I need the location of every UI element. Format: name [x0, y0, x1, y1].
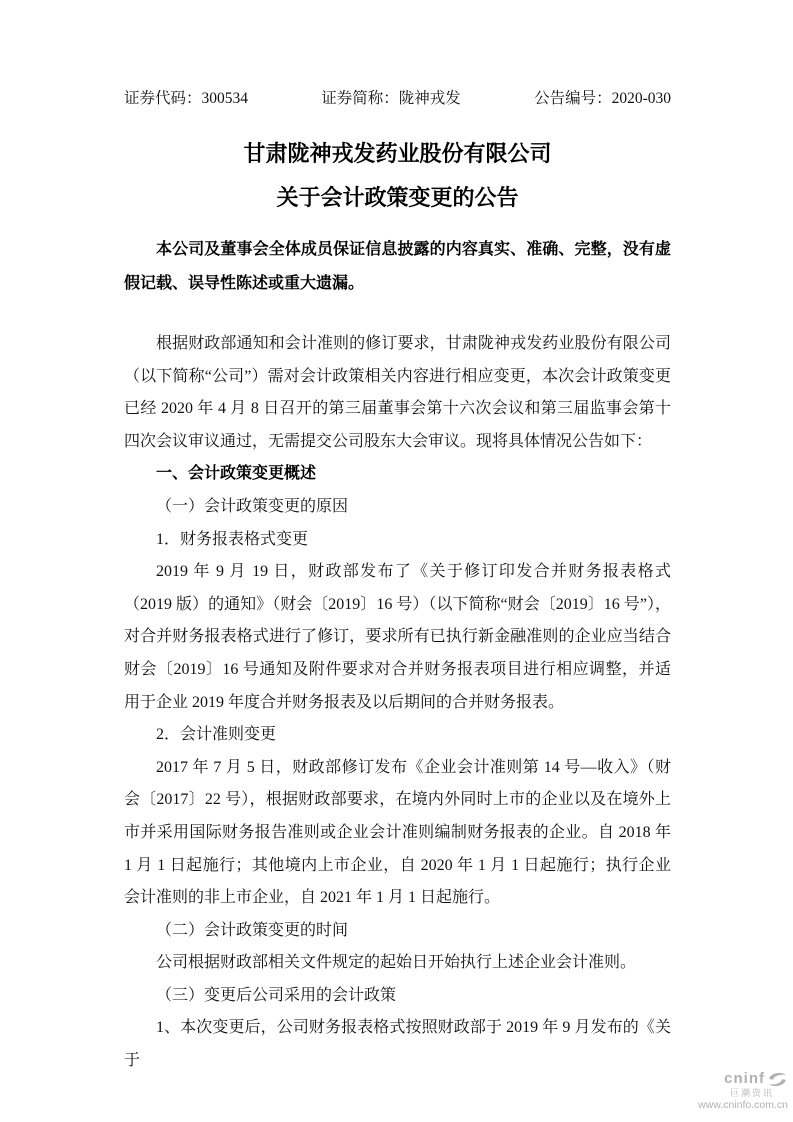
subsection-heading: （二）会计政策变更的时间: [156, 921, 349, 939]
body-text: [124, 328, 671, 1078]
cninfo-url: www.cninfo.com.cn: [698, 1099, 788, 1112]
document-content: [124, 86, 671, 1078]
cninfo-brand-text: cninf: [724, 1069, 765, 1087]
announcement-title: 关于会计政策变更的公告: [276, 185, 519, 210]
company-name-title: 甘肃陇神戎发药业股份有限公司: [243, 141, 552, 166]
stock-name: 证券简称：陇神戎发: [321, 90, 461, 107]
cninfo-watermark: [698, 1071, 788, 1112]
cninfo-logo-icon: [767, 1071, 788, 1088]
subsection-item: 1．财务报表格式变更: [156, 530, 309, 548]
document-header-row: [124, 86, 671, 108]
subsection-item: 2．会计准则变更: [156, 726, 277, 744]
stock-code: 证券代码：300534: [124, 90, 249, 107]
section-heading-1: 一、会计政策变更概述: [156, 465, 317, 483]
paragraph: 2017 年 7 月 5 日，财政部修订发布《企业会计准则第 14 号—收入》（财会〔2017〕22 号），根据财政部要求，在境内外同时上市的企业以及在境外上市并采用国际财务报告准则或企业会计准则编制财务报表的企业。自 2018 年 1 月 1 日起施行；其他境内上市企业，自 2020 年 1 月 1 日起施行；执行企业会计准则的非上市企业，自 2021 年 1 月 1 日起施行。: [124, 758, 671, 907]
paragraph: 公司根据财政部相关文件规定的起始日开始执行上述企业会计准则。: [156, 954, 637, 972]
paragraph: 1、本次变更后，公司财务报表格式按照财政部于 2019 年 9 月发布的《关于: [124, 1019, 671, 1070]
announcement-number: 公告编号：2020-030: [534, 90, 671, 107]
paragraph: 2019 年 9 月 19 日，财政部发布了《关于修订印发合并财务报表格式（2019 版）的通知》（财会〔2019〕16 号）（以下简称“财会〔2019〕16 号”），对合并财务报表格式进行了修订，要求所有已执行新金融准则的企业应当结合财会〔2019〕16 号通知及附件要求对合并财务报表项目进行相应调整，并适用于企业 2019 年度合并财务报表及以后期间的合并财务报表。: [124, 563, 671, 711]
disclaimer-statement: 本公司及董事会全体成员保证信息披露的内容真实、准确、完整，没有虚假记载、误导性陈述或重大遗漏。: [124, 241, 671, 292]
cninfo-brand-row: [724, 1071, 788, 1088]
paragraph: 根据财政部通知和会计准则的修订要求，甘肃陇神戎发药业股份有限公司（以下简称“公司”）需对会计政策相关内容进行相应变更，本次会计政策变更已经 2020 年 4 月 8 日召开的第三届董事会第十六次会议和第三届监事会第十四次会议审议通过，无需提交公司股东大会审议。现将具体情况公告如下：: [124, 335, 671, 450]
document-title: [124, 132, 671, 220]
cninfo-brand-chinese: 巨潮资讯: [729, 1087, 774, 1098]
subsection-heading: （三）变更后公司采用的会计政策: [156, 986, 397, 1004]
subsection-heading: （一）会计政策变更的原因: [156, 497, 349, 515]
